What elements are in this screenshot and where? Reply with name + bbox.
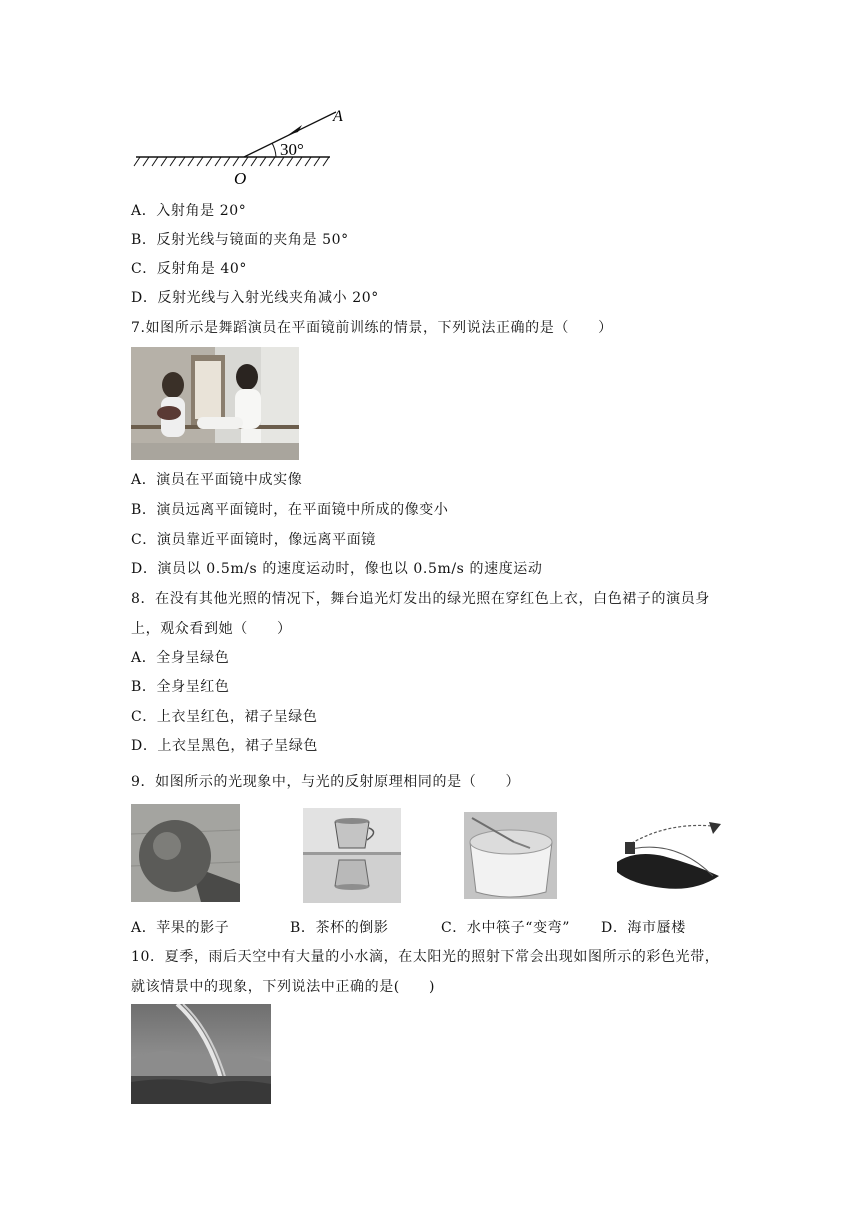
- apple-shadow-photo: [131, 804, 240, 902]
- mirror-ray-diagram: [130, 102, 350, 190]
- point-o-label: O: [234, 169, 247, 188]
- mirage-diagram: [615, 816, 723, 896]
- q7-stem: 7.如图所示是舞蹈演员在平面镜前训练的情景，下列说法正确的是（ ）: [131, 320, 613, 336]
- q6-option-a: A．入射角是 20°: [131, 203, 247, 219]
- q7-option-d: D．演员以 0.5m/s 的速度运动时，像也以 0.5m/s 的速度运动: [131, 561, 543, 577]
- dancer-mirror-photo: [131, 347, 299, 460]
- chopsticks-in-water-photo: [464, 812, 557, 899]
- q9-option-a: A．苹果的影子: [131, 920, 230, 936]
- q6-option-d: D．反射光线与入射光线夹角减小 20°: [131, 290, 379, 306]
- q7-option-c: C．演员靠近平面镜时，像远离平面镜: [131, 532, 376, 548]
- q8-stem-line1: 8．在没有其他光照的情况下，舞台追光灯发出的绿光照在穿红色上衣，白色裙子的演员身: [131, 591, 710, 607]
- q9-option-c: C．水中筷子“变弯”: [441, 920, 571, 936]
- q10-stem-line1: 10．夏季，雨后天空中有大量的小水滴，在太阳光的照射下常会出现如图所示的彩色光带，: [131, 949, 720, 965]
- q6-option-b: B．反射光线与镜面的夹角是 50°: [131, 232, 349, 248]
- q9-option-b: B．茶杯的倒影: [290, 920, 389, 936]
- q8-option-c: C．上衣呈红色，裙子呈绿色: [131, 709, 318, 725]
- q9-stem: 9．如图所示的光现象中，与光的反射原理相同的是（ ）: [131, 774, 521, 790]
- q10-stem-line2: 就该情景中的现象，下列说法中正确的是( ): [131, 979, 436, 995]
- q9-option-d: D．海市蜃楼: [601, 920, 686, 936]
- rainbow-photo: [131, 1004, 271, 1104]
- q8-option-d: D．上衣呈黑色，裙子呈绿色: [131, 738, 319, 754]
- angle-label: 30°: [280, 140, 304, 159]
- point-a-label: A: [333, 108, 343, 125]
- q7-option-a: A．演员在平面镜中成实像: [131, 472, 303, 488]
- angle-arc: [272, 143, 276, 157]
- teacup-reflection-photo: [303, 808, 401, 903]
- q6-option-c: C．反射角是 40°: [131, 261, 247, 277]
- q8-option-b: B．全身呈红色: [131, 679, 230, 695]
- q7-option-b: B．演员远离平面镜时，在平面镜中所成的像变小: [131, 502, 449, 518]
- q8-option-a: A．全身呈绿色: [131, 650, 230, 666]
- q8-stem-line2: 上，观众看到她（ ）: [131, 621, 292, 637]
